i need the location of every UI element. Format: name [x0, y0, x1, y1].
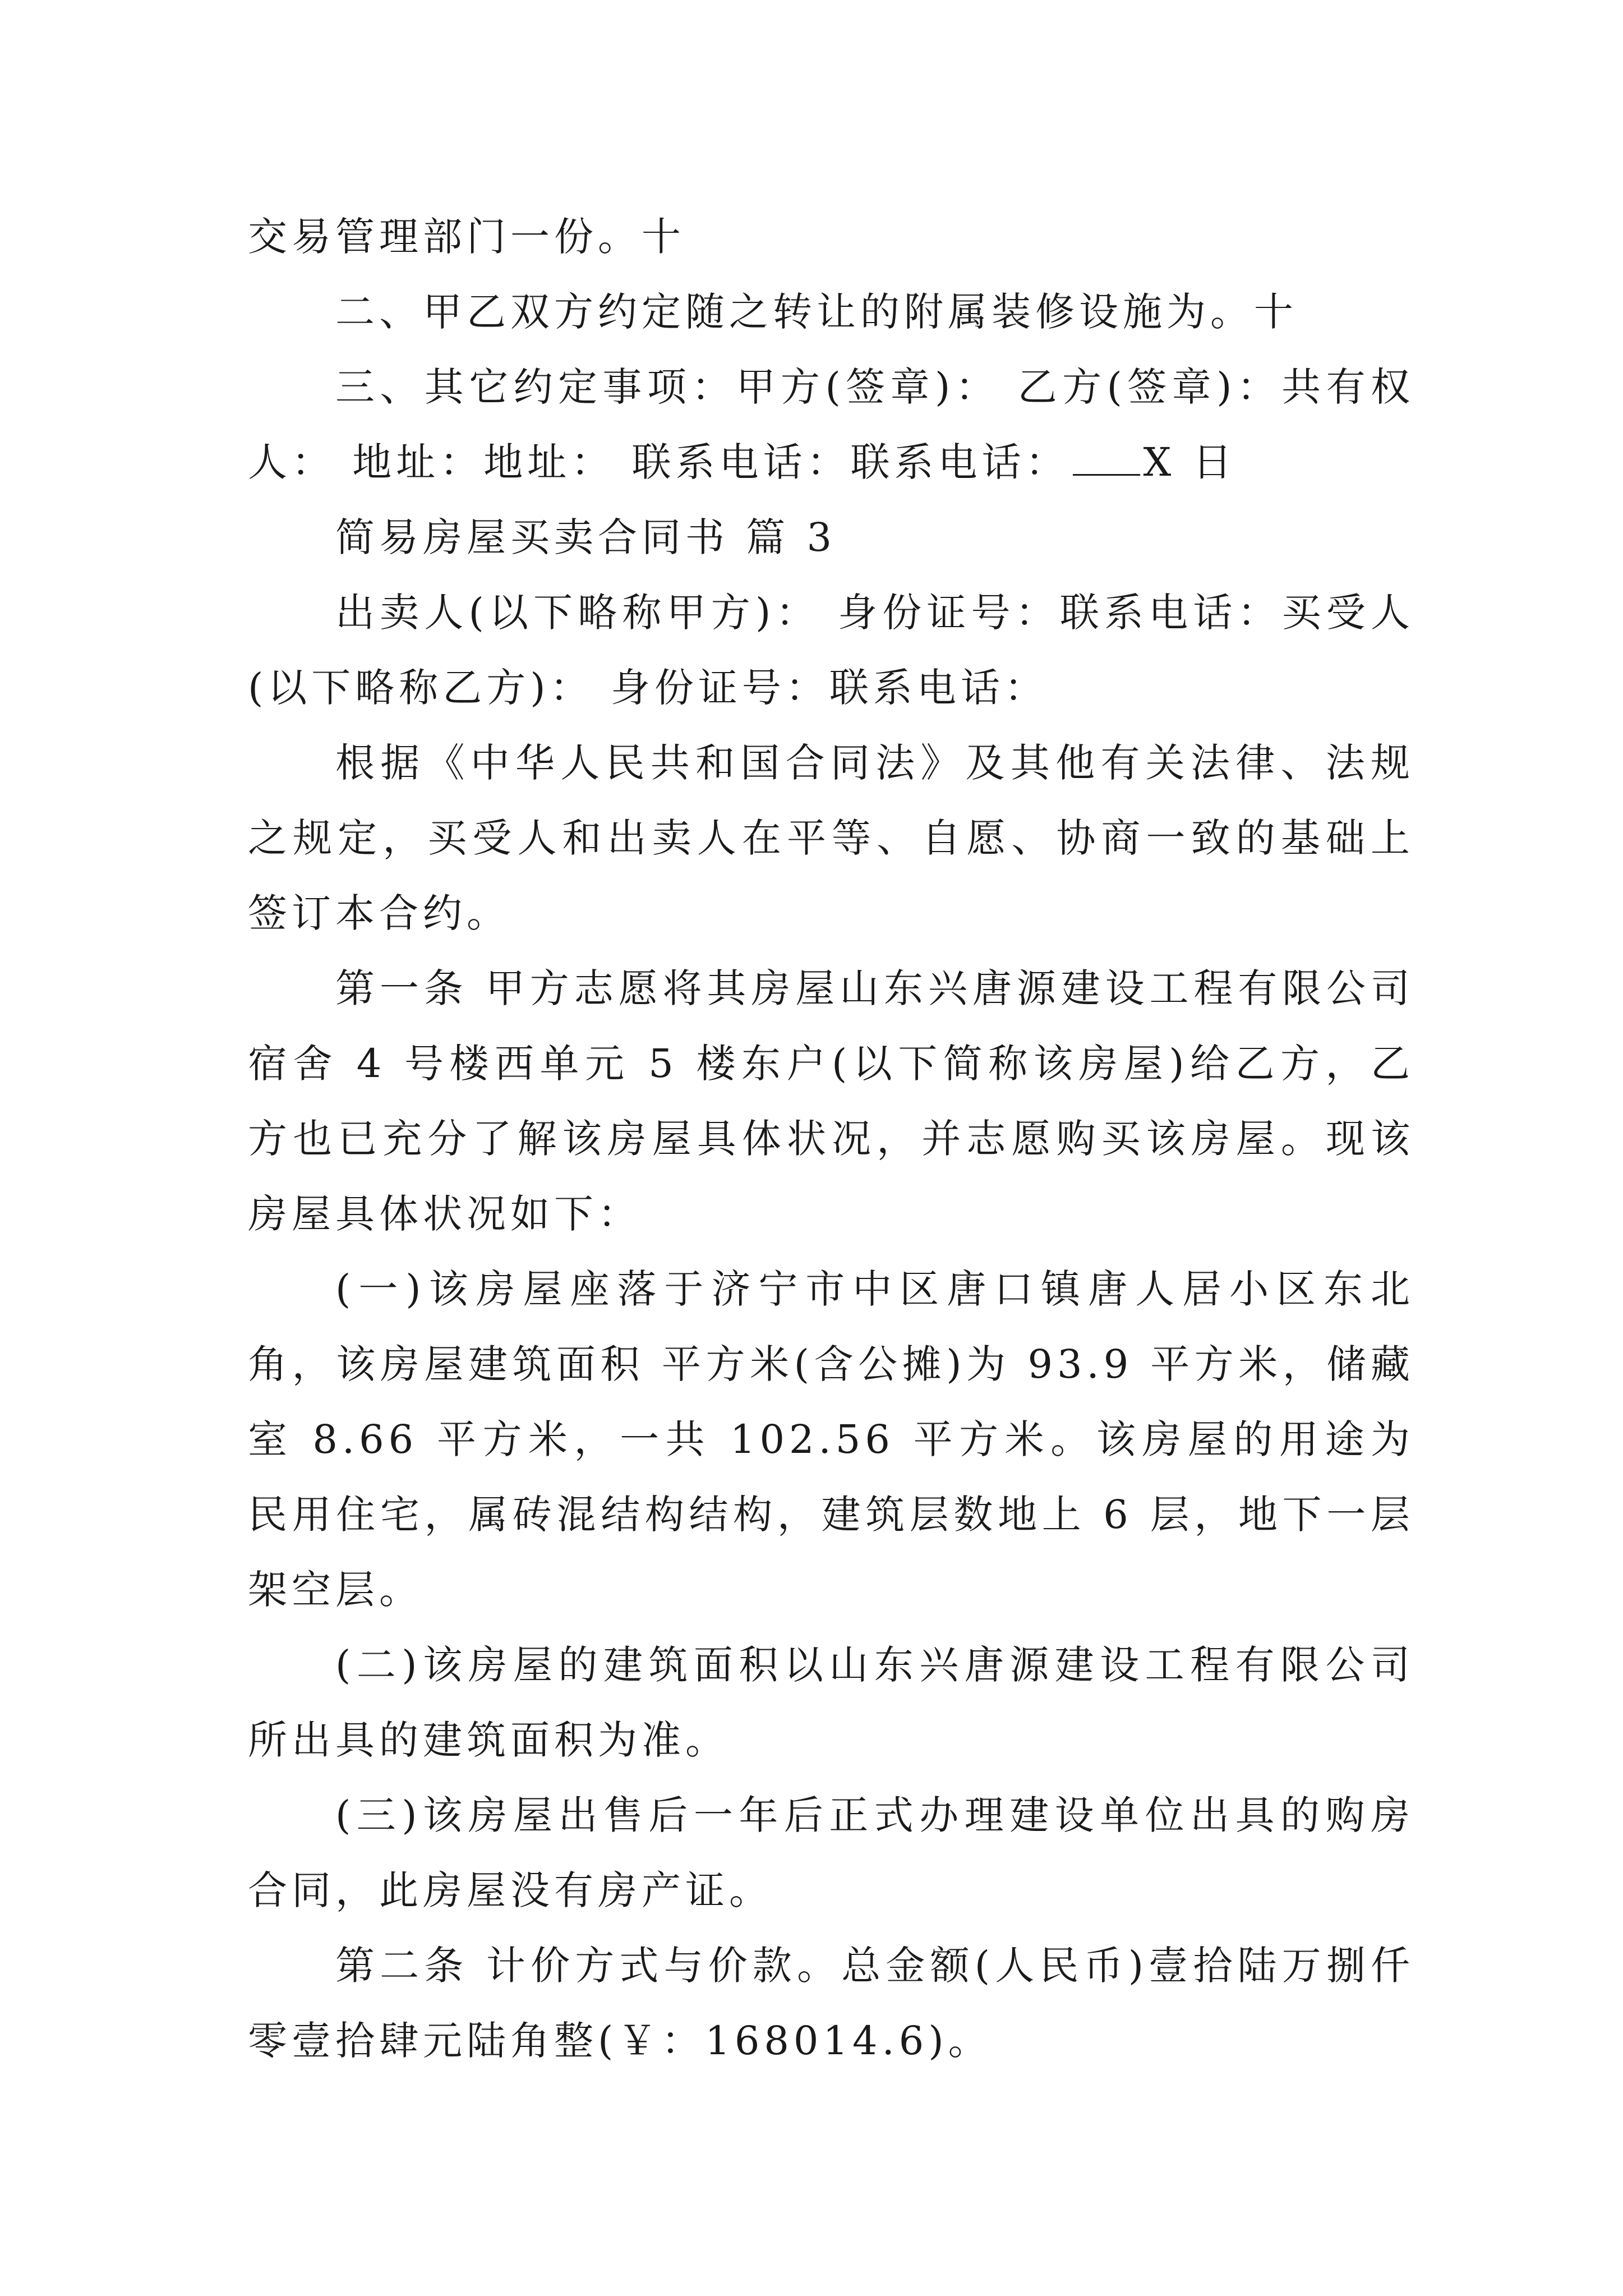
paragraph-clause-twelve: 二、甲乙双方约定随之转让的附属装修设施为。十 — [335, 289, 1298, 335]
paragraph-item-one: (一)该房屋座落于济宁市中区唐口镇唐人居小区东北角，该房屋建筑面积 平方米(含公摊)为 93.9 平方米，储藏室 8.66 平方米，一共 102.56 平方米。该房屋的用途为民用住宅，属砖混结构结构，建筑层数地上 6 层，地下一层架空层。 — [248, 1266, 1414, 1613]
date-suffix-text: X 日 — [1143, 439, 1237, 485]
document-body — [248, 199, 1414, 2078]
paragraph-clause-thirteen — [248, 349, 1414, 500]
paragraph-article-two: 第二条 计价方式与价款。总金额(人民币)壹拾陆万捌仟零壹拾肆元陆角整(￥：168014.6)。 — [248, 1943, 1414, 2064]
paragraph-article-one: 第一条 甲方志愿将其房屋山东兴唐源建设工程有限公司宿舍 4 号楼西单元 5 楼东户(以下简称该房屋)给乙方，乙方也已充分了解该房屋具体状况，并志愿购买该房屋。现该房屋具体状况如下： — [248, 965, 1414, 1237]
paragraph-item-three: (三)该房屋出售后一年后正式办理建设单位出具的购房合同，此房屋没有房产证。 — [248, 1792, 1414, 1913]
paragraph-preamble: 根据《中华人民共和国合同法》及其他有关法律、法规之规定，买受人和出卖人在平等、自愿、协商一致的基础上签订本合约。 — [248, 740, 1414, 936]
signature-fields-text: 三、其它约定事项：甲方(签章)： 乙方(签章)：共有权人： 地址：地址： 联系电话：联系电话： — [248, 364, 1414, 485]
date-blank-line — [1073, 440, 1140, 476]
paragraph-item-two: (二)该房屋的建筑面积以山东兴唐源建设工程有限公司所出具的建筑面积为准。 — [248, 1642, 1414, 1763]
paragraph-parties: 出卖人(以下略称甲方)： 身份证号：联系电话：买受人(以下略称乙方)： 身份证号：联系电话： — [248, 590, 1414, 711]
paragraph-continuation: 交易管理部门一份。十 — [248, 214, 685, 260]
section-heading: 简易房屋买卖合同书 篇 3 — [335, 514, 837, 560]
